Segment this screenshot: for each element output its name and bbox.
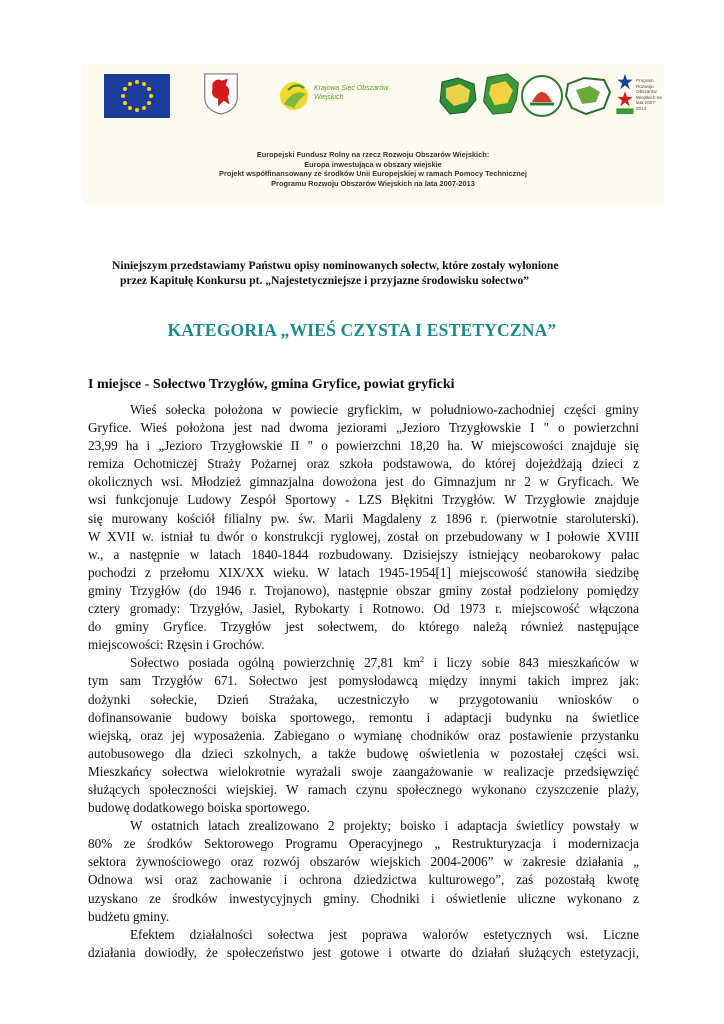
text-line: budowę dodatkowego boiska sportowego. [88,800,310,816]
header-banner [82,64,664,204]
text-line: W XVII w. istniał tu dwór o konstrukcji ryglowej, został on przebudowany w I połowie XVIII [88,528,639,544]
text-line: okolicznych wsi. Młodzież gimnazjalna dowożona jest do Gimnazjum nr 2 w Gryficach. We [88,474,639,490]
paragraph-3 [88,817,639,926]
text-line: służących społeczności wiejskiej. W ramach czynu społecznego wykonano czyszczenie plaży, [88,781,639,797]
text-line: Mieszkańcy sołectwa wielokrotnie wyrażali swoje zaangażowanie w realizacje przedsięwzięć [88,763,639,779]
superscript: 2 [420,655,425,665]
category-title: KATEGORIA „WIEŚ CZYSTA I ESTETYCZNA” [167,320,557,340]
section-heading: I miejsce - Sołectwo Trzygłów, gmina Gryfice, powiat gryficki [88,377,455,392]
text-line: w., a następnie w latach 1840-1844 rozbudowany. Dzisiejszy istniejący neobarokowy pałac [88,546,639,562]
paragraph-2-first-line [88,654,639,672]
prow-stars-logo-icon [614,72,636,116]
paragraph-4 [88,926,639,962]
funding-line-1: Europejski Fundusz Rolny na rzecz Rozwoju Obszarów Wiejskich: [256,150,490,159]
regional-emblem-icon [520,74,564,118]
text-line: remiza Ochotniczej Straży Pożarnej oraz szkoła podstawowa, do której dojeżdżają dzieci z [88,456,639,472]
funding-line-2: Europa inwestująca w obszary wiejskie [304,159,442,169]
text-line: Gryfice. Wieś położona jest nad dwoma jeziorami „Jezioro Trzygłowskie I " o powierzchni [88,420,639,436]
text-line: wsi funkcjonuje Ludowy Zespół Sportowy - LZS Błękitni Trzygłów. W Trzygłowie znajduje [88,492,639,508]
text-segment: Sołectwo posiada ogólną powierzchnię 27,81 km [130,655,421,671]
zachodniopomorskie-map-icon [564,74,614,118]
funding-statement [82,150,664,188]
article-body [88,401,639,962]
text-line: się murowany kościół filialny pw. św. Marii Magdaleny z 1896 r. (pierwotnie staroluterski). [88,510,639,526]
paragraph-1 [88,401,639,654]
text-line: autobusowego dla dzieci szkolnych, a także budowę oświetlenia w pozostałej części wsi. [88,745,639,761]
text-line: miejscowości: Rzęsin i Grochów. [88,637,265,653]
text-line: W ostatnich latach zrealizowano 2 projekty; boisko i adaptacja świetlicy powstały w [130,818,639,834]
text-line: do gminy Gryfice. Trzygłów jest sołectwem, do którego należą również następujące [88,619,639,635]
text-line: Wieś sołecka położona w powiecie gryfickim, w południowo-zachodniej części gminy [130,402,639,417]
prow-logo-text: Program Rozwoju Obszarów Wiejskich na lata 2007-2013 [636,78,662,111]
intro-text [112,258,652,288]
ksow-logo-text: Krajowa Sieć Obszarów Wiejskich [314,85,389,101]
text-line: dożynki sołeckie, Dzień Strażaka, uczestniczyło w przygotowaniu wniosków o [88,691,639,707]
text-line: 80% ze środków Sektorowego Programu Operacyjnego „ Restrukturyzacja i modernizacja [88,836,639,852]
text-line: sektora żywnościowego oraz rozwój obszarów wiejskich 2004-2006” w zakresie działania „ [88,854,639,870]
text-line: 23,99 ha i „Jezioro Trzygłowskie II " o powierzchni 18,20 ha. W miejscowości znajduje się [88,438,639,454]
text-line: wiejską, oraz jej wyposażenia. Zabiegano o wymianę chodników oraz postawienie przystanku [88,727,639,743]
text-line: gminy Trzygłów (do 1946 r. Trojanowo), następnie obszar gminy został podzielony pomiędzy [88,582,639,598]
funding-line-4: Programu Rozwoju Obszarów Wiejskich na lata 2007-2013 [271,178,475,188]
text-line: pochodzi z przełomu XIX/XX wieku. W latach 1945-1954[1] miejscowość stanowiła siedzibę [88,564,639,580]
eu-flag-icon [104,74,170,118]
intro-line-1: Niniejszym przedstawiamy Państwu opisy nominowanych sołectw, które zostały wyłonione [112,259,559,272]
intro-line-2: przez Kapitułę Konkursu pt. „Najestetyczniejsze i przyjazne środowisku sołectwo” [120,274,530,287]
text-line: Odnowa wsi oraz zachowanie i ochrona dziedzictwa kulturowego”, zaś pozostałą kwotę [88,872,639,888]
text-line: cztery gromady: Trzygłów, Jasiel, Rybokarty i Rotnowo. Od 1973 r. miejscowość włączona [88,601,639,617]
text-line: działania dowiodły, że społeczeństwo jest gotowe i otwarte do działań służących estetyzacji, [88,944,639,960]
logo-strip [82,64,664,128]
poland-map-icon [478,72,524,116]
text-line: tym sam Trzygłów 671. Sołectwo jest pomysłodawcą między innymi takich imprez jak: [88,673,639,689]
text-line: dofinansowanie budowy boiska sportowego, remontu i adaptacji budynku na świetlice [88,709,639,725]
text-segment: i liczy sobie 843 mieszkańców w [424,655,639,671]
paragraph-2 [88,672,639,817]
pomorze-map-icon [436,74,480,118]
funding-line-3: Projekt współfinansowany ze środków Unii Europejskiej w ramach Pomocy Technicznej [219,169,527,179]
text-line: Efektem działalności sołectwa jest poprawa walorów estetycznych wsi. Liczne [130,926,639,942]
griffin-coat-of-arms-icon [202,72,240,116]
text-line: budżetu gminy. [88,908,170,924]
text-line: uzyskano ze środków inwestycyjnych gminy. Chodniki i oświetlenie uliczne wykonano z [88,890,639,906]
